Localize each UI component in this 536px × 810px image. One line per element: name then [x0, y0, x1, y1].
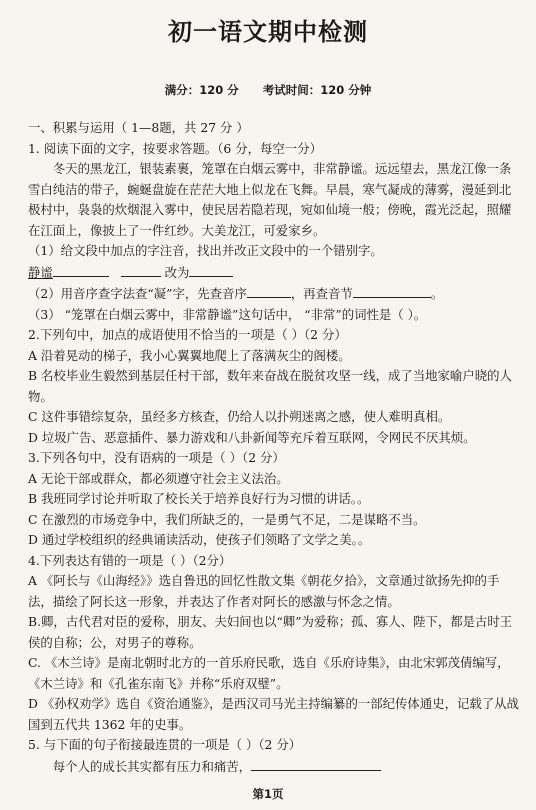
q1-sub1: （1）给文段中加点的字注音，找出并改正文段中的一个错别字。 — [28, 243, 383, 258]
q1-stem: 1. 阅读下面的文字，按要求答题。（6 分，每空一分） — [28, 140, 322, 156]
exam-meta — [0, 82, 536, 98]
q1-sub3: （3） “笼罩在白烟云雾中，非常静谧”这句话中， “非常”的词性是（ ）。 — [28, 306, 427, 322]
q3-stem: 3.下列各句中，没有语病的一项是（ ）（2 分） — [28, 450, 285, 465]
q5-sentence-line — [28, 756, 522, 778]
q3-option-b: B 我班同学讨论并听取了校长关于培养良好行为习惯的讲话。。 — [28, 491, 370, 506]
q2-option-b: B 名校毕业生毅然到基层任村干部，数年来奋战在脱贫攻坚一线，成了当地家喻户晓的人物。 — [28, 368, 512, 404]
section-heading: 一、积累与运用（ 1—8题，共 27 分 ） — [28, 120, 249, 135]
exam-content — [28, 118, 522, 777]
syllable-blank[interactable] — [353, 283, 431, 298]
page-number: 第1页 — [252, 787, 284, 801]
q3-option-c: C 在激烈的市场竞争中，我们所缺乏的，一是勇气不足，二是谋略不当。 — [28, 511, 426, 527]
exam-time: 考试时间：120 分钟 — [262, 83, 372, 97]
q4-option-b: B.卿，古代君对臣的爱称，朋友、夫妇间也以“卿”为爱称；孤、寡人、陛下，都是古时王侯的自称；公，对男子的尊称。 — [28, 614, 513, 650]
q1-correct-to: 改为 — [164, 264, 190, 280]
correct-char-blank[interactable] — [189, 262, 233, 277]
q2-stem: 2.下列句中，加点的成语使用不恰当的一项是（ ）（2 分） — [28, 327, 347, 342]
q2-option-a: A 沿着晃动的梯子，我小心翼翼地爬上了落满灰尘的阁楼。 — [28, 347, 351, 363]
q3-option-d: D 通过学校组织的经典诵读活动，使孩子们领略了文学之美。。 — [28, 532, 371, 547]
q1-word-jingmi: 静谧 — [28, 264, 53, 280]
q1-sub2-text-c: 。 — [430, 286, 444, 301]
q4-option-a: A 《阿长与《山海经》》选自鲁迅的回忆性散文集《朝花夕拾》，文章通过欲扬先抑的手法，描绘了阿长这一形象，并表达了作者对阿长的感激与怀念之情。 — [28, 573, 500, 609]
pinyin-blank[interactable] — [53, 262, 109, 277]
q2-option-d: D 垃圾广告、恶意插件、暴力游戏和八卦新闻等充斥着互联网，令网民不厌其烦。 — [28, 429, 476, 445]
q5-sentence: 每个人的成长其实都有压力和痛苦， — [52, 758, 252, 774]
q4-option-d: D 《孙权劝学》选自《资治通鉴》，是西汉司马光主持编纂的一部纪传体通史，记载了从战国到五代共 1362 年的史事。 — [28, 696, 519, 732]
q1-sub1-answer-line — [28, 262, 522, 284]
q4-option-c: C. 《木兰诗》是南北朝时北方的一首乐府民歌，选自《乐府诗集》，由北宋郭茂倩编写，《木兰诗》和《孔雀东南飞》并称“乐府双璧”。 — [28, 655, 510, 691]
q3-option-a: A 无论干部或群众，都必须遵守社会主义法治。 — [28, 470, 289, 486]
q4-stem: 4.下列表达有错的一项是（ ）（2分） — [28, 552, 232, 568]
q1-sub2 — [28, 283, 522, 305]
full-score: 满分：120 分 — [164, 83, 239, 97]
q1-passage: 冬天的黑龙江，银装素裹，笼罩在白烟云雾中，非常静谧。远远望去，黑龙江像一条雪白纯洁的带子，蜿蜒盘旋在茫茫大地上似龙在飞舞。早晨，寒气凝成的薄雾，漫延到北极村中，袅袅的炊烟混入雾中，使民居若隐若现，宛如仙境一般；傍晚，霞光泛起，照耀在江面上，像披上了一件红纱。大美龙江，可爱家乡。 — [28, 161, 512, 238]
wrong-char-blank[interactable] — [121, 262, 161, 277]
q1-sub2-text-a: （2）用音序查字法查“凝”字，先查音序 — [28, 286, 247, 301]
q5-blank[interactable] — [251, 756, 381, 771]
index-letter-blank[interactable] — [247, 283, 291, 298]
q5-stem: 5. 与下面的句子衔接最连贯的一项是（ ）（2 分） — [28, 737, 302, 752]
q2-option-c: C 这件事错综复杂，虽经多方核查，仍给人以扑朔迷离之感，使人难明真相。 — [28, 409, 451, 424]
exam-title: 初一语文期中检测 — [168, 18, 368, 46]
q1-sub2-text-b: ，再查音节 — [290, 286, 353, 301]
